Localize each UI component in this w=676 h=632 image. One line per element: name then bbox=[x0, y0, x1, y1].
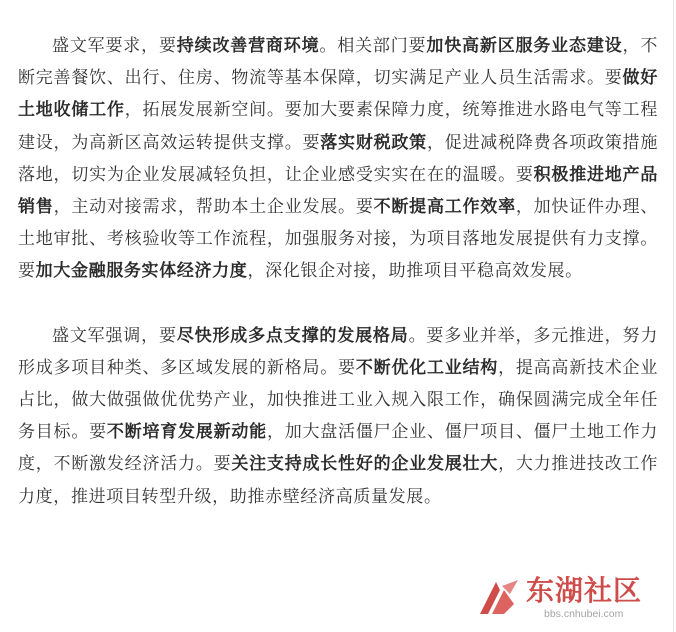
highlight-phrase: 关注支持成长性好的企业发展壮大 bbox=[231, 454, 499, 475]
watermark-name: 东湖社区 bbox=[526, 574, 643, 607]
highlight-phrase: 不断提高工作效率 bbox=[373, 197, 516, 218]
highlight-phrase: 加大金融服务实体经济力度 bbox=[35, 261, 248, 282]
highlight-phrase: 做好土地收储工作 bbox=[18, 68, 658, 121]
paragraph-text: ，加快证件办理、土地审批、考核验收等工作流程，加强服务对接，为项目落地发展提供有力支撑。要 bbox=[18, 197, 658, 282]
watermark bbox=[474, 574, 664, 624]
page-right-border bbox=[673, 0, 674, 632]
paragraph-text: ，不断完善餐饮、出行、住房、物流等基本保障，切实满足产业人员生活需求。要 bbox=[18, 36, 658, 89]
paragraph-text: 盛文军要求，要 bbox=[52, 36, 177, 56]
paragraph-text: ，促进减税降费各项政策措施落地，切实为企业发展减轻负担，让企业感受实实在在的温暖。要 bbox=[18, 132, 658, 185]
paragraph-text: 。要多业并举，多元推进，努力形成多项目种类、多区域发展的新格局。要 bbox=[18, 325, 658, 378]
watermark-url: bbs.cnhubei.com bbox=[544, 608, 624, 620]
paragraph-text: ，加大盘活僵尸企业、僵尸项目、僵尸土地工作力度，不断激发经济活力。要 bbox=[18, 422, 658, 475]
article-body bbox=[18, 30, 658, 513]
red-bird-logo-icon bbox=[474, 576, 520, 620]
paragraph-text: ，主动对接需求，帮助本土企业发展。要 bbox=[53, 197, 374, 218]
highlight-phrase: 持续改善营商环境 bbox=[176, 36, 320, 56]
highlight-phrase: 落实财税政策 bbox=[320, 132, 427, 153]
paragraph-text: ，大力推进技改工作力度，推进项目转型升级，助推赤壁经济高质量发展。 bbox=[18, 454, 658, 507]
article-paragraph-2 bbox=[18, 320, 658, 513]
highlight-phrase: 尽快形成多点支撑的发展格局 bbox=[176, 325, 409, 346]
paragraph-text: 盛文军强调，要 bbox=[52, 325, 177, 346]
article-paragraph-1 bbox=[18, 30, 658, 288]
highlight-phrase: 不断培育发展新动能 bbox=[106, 422, 267, 443]
paragraph-text: ，提高高新技术企业占比，做大做强做优优势产业，加快推进工业入规入限工作，确保圆满完成全年任务目标。要 bbox=[18, 357, 658, 443]
highlight-phrase: 加快高新区服务业态建设 bbox=[426, 36, 623, 56]
paragraph-text: ，拓展发展新空间。要加大要素保障力度，统筹推进水路电气等工程建设，为高新区高效运转提供支撑。要 bbox=[18, 100, 658, 153]
highlight-phrase: 不断优化工业结构 bbox=[355, 357, 499, 378]
paragraph-text: ，深化银企对接，助推项目平稳高效发展。 bbox=[247, 261, 583, 282]
paragraph-text: 。相关部门要 bbox=[319, 36, 427, 56]
highlight-phrase: 积极推进地产品销售 bbox=[18, 164, 658, 218]
